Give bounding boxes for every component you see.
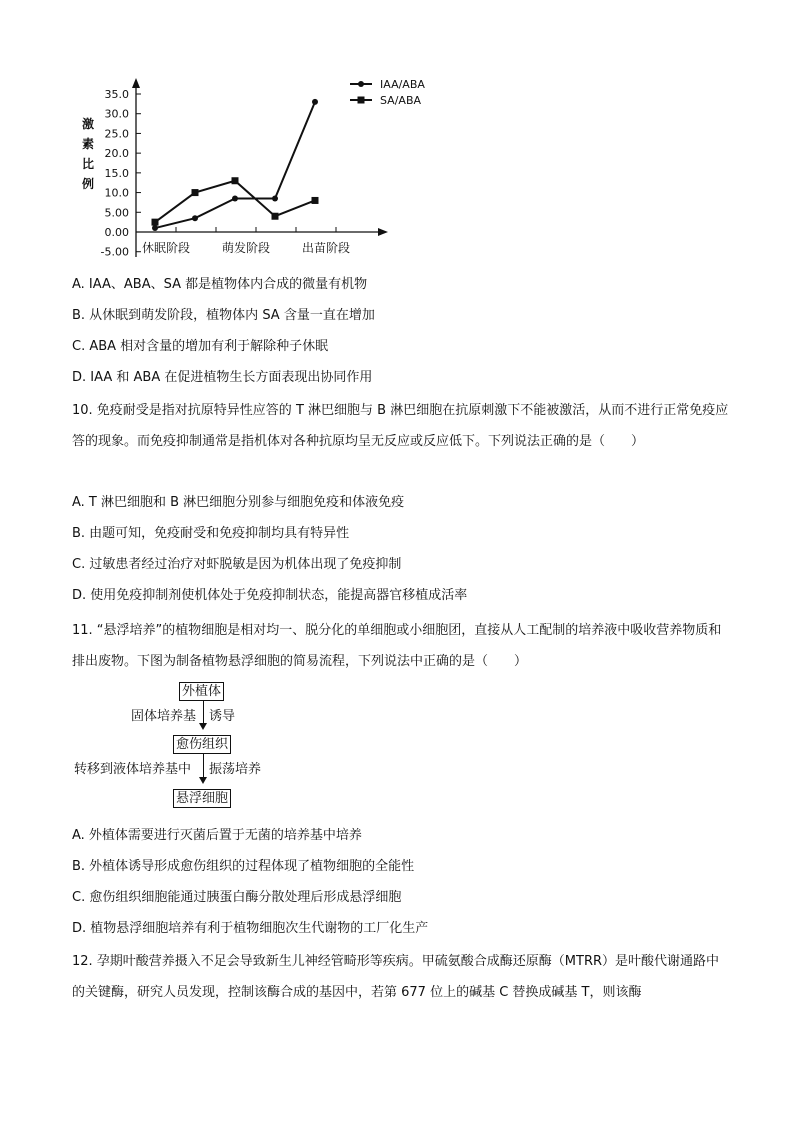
- flow-label-shake-culture: 振荡培养: [209, 762, 262, 777]
- y-tick-label: 30.0: [104, 107, 129, 121]
- q10-option-a: A. T 淋巴细胞和 B 淋巴细胞分别参与细胞免疫和体液免疫: [72, 495, 405, 510]
- q9-option-a: A. IAA、ABA、SA 都是植物体内合成的微量有机物: [72, 277, 368, 292]
- q11-stem: 11. “悬浮培养”的植物细胞是相对均一、脱分化的单细胞或小细胞团，直接从人工配制的培养液中吸收营养物质和排出废物。下图为制备植物悬浮细胞的简易流程，下列说法中正确的是（ ）: [72, 623, 722, 669]
- y-axis-label-char: 比: [81, 157, 95, 171]
- y-tick-label: 0.00: [104, 226, 129, 239]
- q11-option-a: A. 外植体需要进行灭菌后置于无菌的培养基中培养: [72, 828, 362, 843]
- series-point-circle: [152, 225, 158, 231]
- series-point-square: [312, 197, 319, 204]
- y-tick-label: 35.0: [104, 88, 129, 101]
- flow-arrow-2-head: [199, 777, 207, 784]
- x-tick-label: 萌发阶段: [221, 241, 271, 255]
- q9-option-c: C. ABA 相对含量的增加有利于解除种子休眠: [72, 339, 329, 354]
- x-ticks: [142, 227, 350, 255]
- legend-marker-circle: [358, 81, 364, 87]
- x-tick-label: 休眠阶段: [141, 241, 191, 255]
- y-axis-label-char: 激: [81, 117, 95, 131]
- flow-label-solid-medium: 固体培养基: [131, 709, 197, 724]
- series-group: [152, 99, 319, 231]
- q11-option-b: B. 外植体诱导形成愈伤组织的过程体现了植物细胞的全能性: [72, 859, 415, 874]
- flow-arrow-1-line: [203, 701, 204, 724]
- q11-option-c: C. 愈伤组织细胞能通过胰蛋白酶分散处理后形成悬浮细胞: [72, 890, 402, 905]
- series-point-circle: [232, 195, 238, 201]
- x-tick-label: 出苗阶段: [301, 241, 351, 255]
- x-axis-arrow: [378, 228, 388, 236]
- flow-arrow-2-line: [203, 754, 204, 778]
- series-point-square: [272, 213, 279, 220]
- y-tick-label: 15.0: [104, 166, 129, 180]
- q10-stem: 10. 免疫耐受是指对抗原特异性应答的 T 淋巴细胞与 B 淋巴细胞在抗原刺激下不能被激活，从而不进行正常免疫应答的现象。而免疫抑制通常是指机体对各种抗原均呈无反应或反应低下。下列说法正确的是（ ）: [72, 403, 729, 449]
- q10-option-c: C. 过敏患者经过治疗对虾脱敏是因为机体出现了免疫抑制: [72, 557, 402, 572]
- series-point-circle: [312, 99, 318, 105]
- flow-label-transfer-liquid: 转移到液体培养基中: [74, 762, 192, 777]
- flow-box-explant: 外植体: [179, 682, 224, 701]
- suspension-culture-flowchart: [70, 682, 320, 812]
- flow-label-induce: 诱导: [209, 709, 236, 724]
- y-tick-label: -5.00: [100, 245, 129, 259]
- y-tick-label: 10.0: [104, 186, 129, 200]
- series-point-square: [192, 189, 199, 196]
- flow-box-callus: 愈伤组织: [173, 735, 231, 754]
- legend-label: IAA/ABA: [380, 78, 425, 91]
- q9-option-b: B. 从休眠到萌发阶段，植物体内 SA 含量一直在增加: [72, 308, 375, 323]
- chart-svg: [60, 70, 460, 270]
- series-point-square: [152, 219, 159, 226]
- y-tick-label: 20.0: [104, 147, 129, 161]
- y-axis-label: [82, 116, 94, 191]
- q10-option-b: B. 由题可知，免疫耐受和免疫抑制均具有特异性: [72, 526, 350, 541]
- flow-arrow-1-head: [199, 723, 207, 730]
- y-axis-label-char: 例: [81, 177, 95, 191]
- series-point-circle: [192, 215, 198, 221]
- y-tick-label: 5.00: [104, 206, 129, 220]
- y-ticks: [101, 88, 141, 259]
- y-tick-label: 25.0: [104, 127, 129, 141]
- q12-stem: 12. 孕期叶酸营养摄入不足会导致新生儿神经管畸形等疾病。甲硫氨酸合成酶还原酶（MTRR）是叶酸代谢通路中的关键酶，研究人员发现，控制该酶合成的基因中，若第 677 位上的碱基 C 替换成碱基 T，则该酶: [72, 954, 720, 1000]
- legend-marker-square: [358, 97, 365, 104]
- q9-option-d: D. IAA 和 ABA 在促进植物生长方面表现出协同作用: [72, 370, 373, 385]
- legend-label: SA/ABA: [380, 94, 422, 107]
- y-axis-arrow: [132, 78, 140, 88]
- series-point-circle: [272, 195, 278, 201]
- q10-option-d: D. 使用免疫抑制剂使机体处于免疫抑制状态，能提高器官移植成活率: [72, 588, 468, 603]
- y-axis-label-char: 素: [81, 137, 95, 151]
- chart-legend: [350, 78, 425, 107]
- flow-box-suspension-cells: 悬浮细胞: [173, 789, 231, 808]
- series-point-square: [232, 177, 239, 184]
- hormone-ratio-chart: [60, 70, 460, 270]
- q11-option-d: D. 植物悬浮细胞培养有利于植物细胞次生代谢物的工厂化生产: [72, 921, 429, 936]
